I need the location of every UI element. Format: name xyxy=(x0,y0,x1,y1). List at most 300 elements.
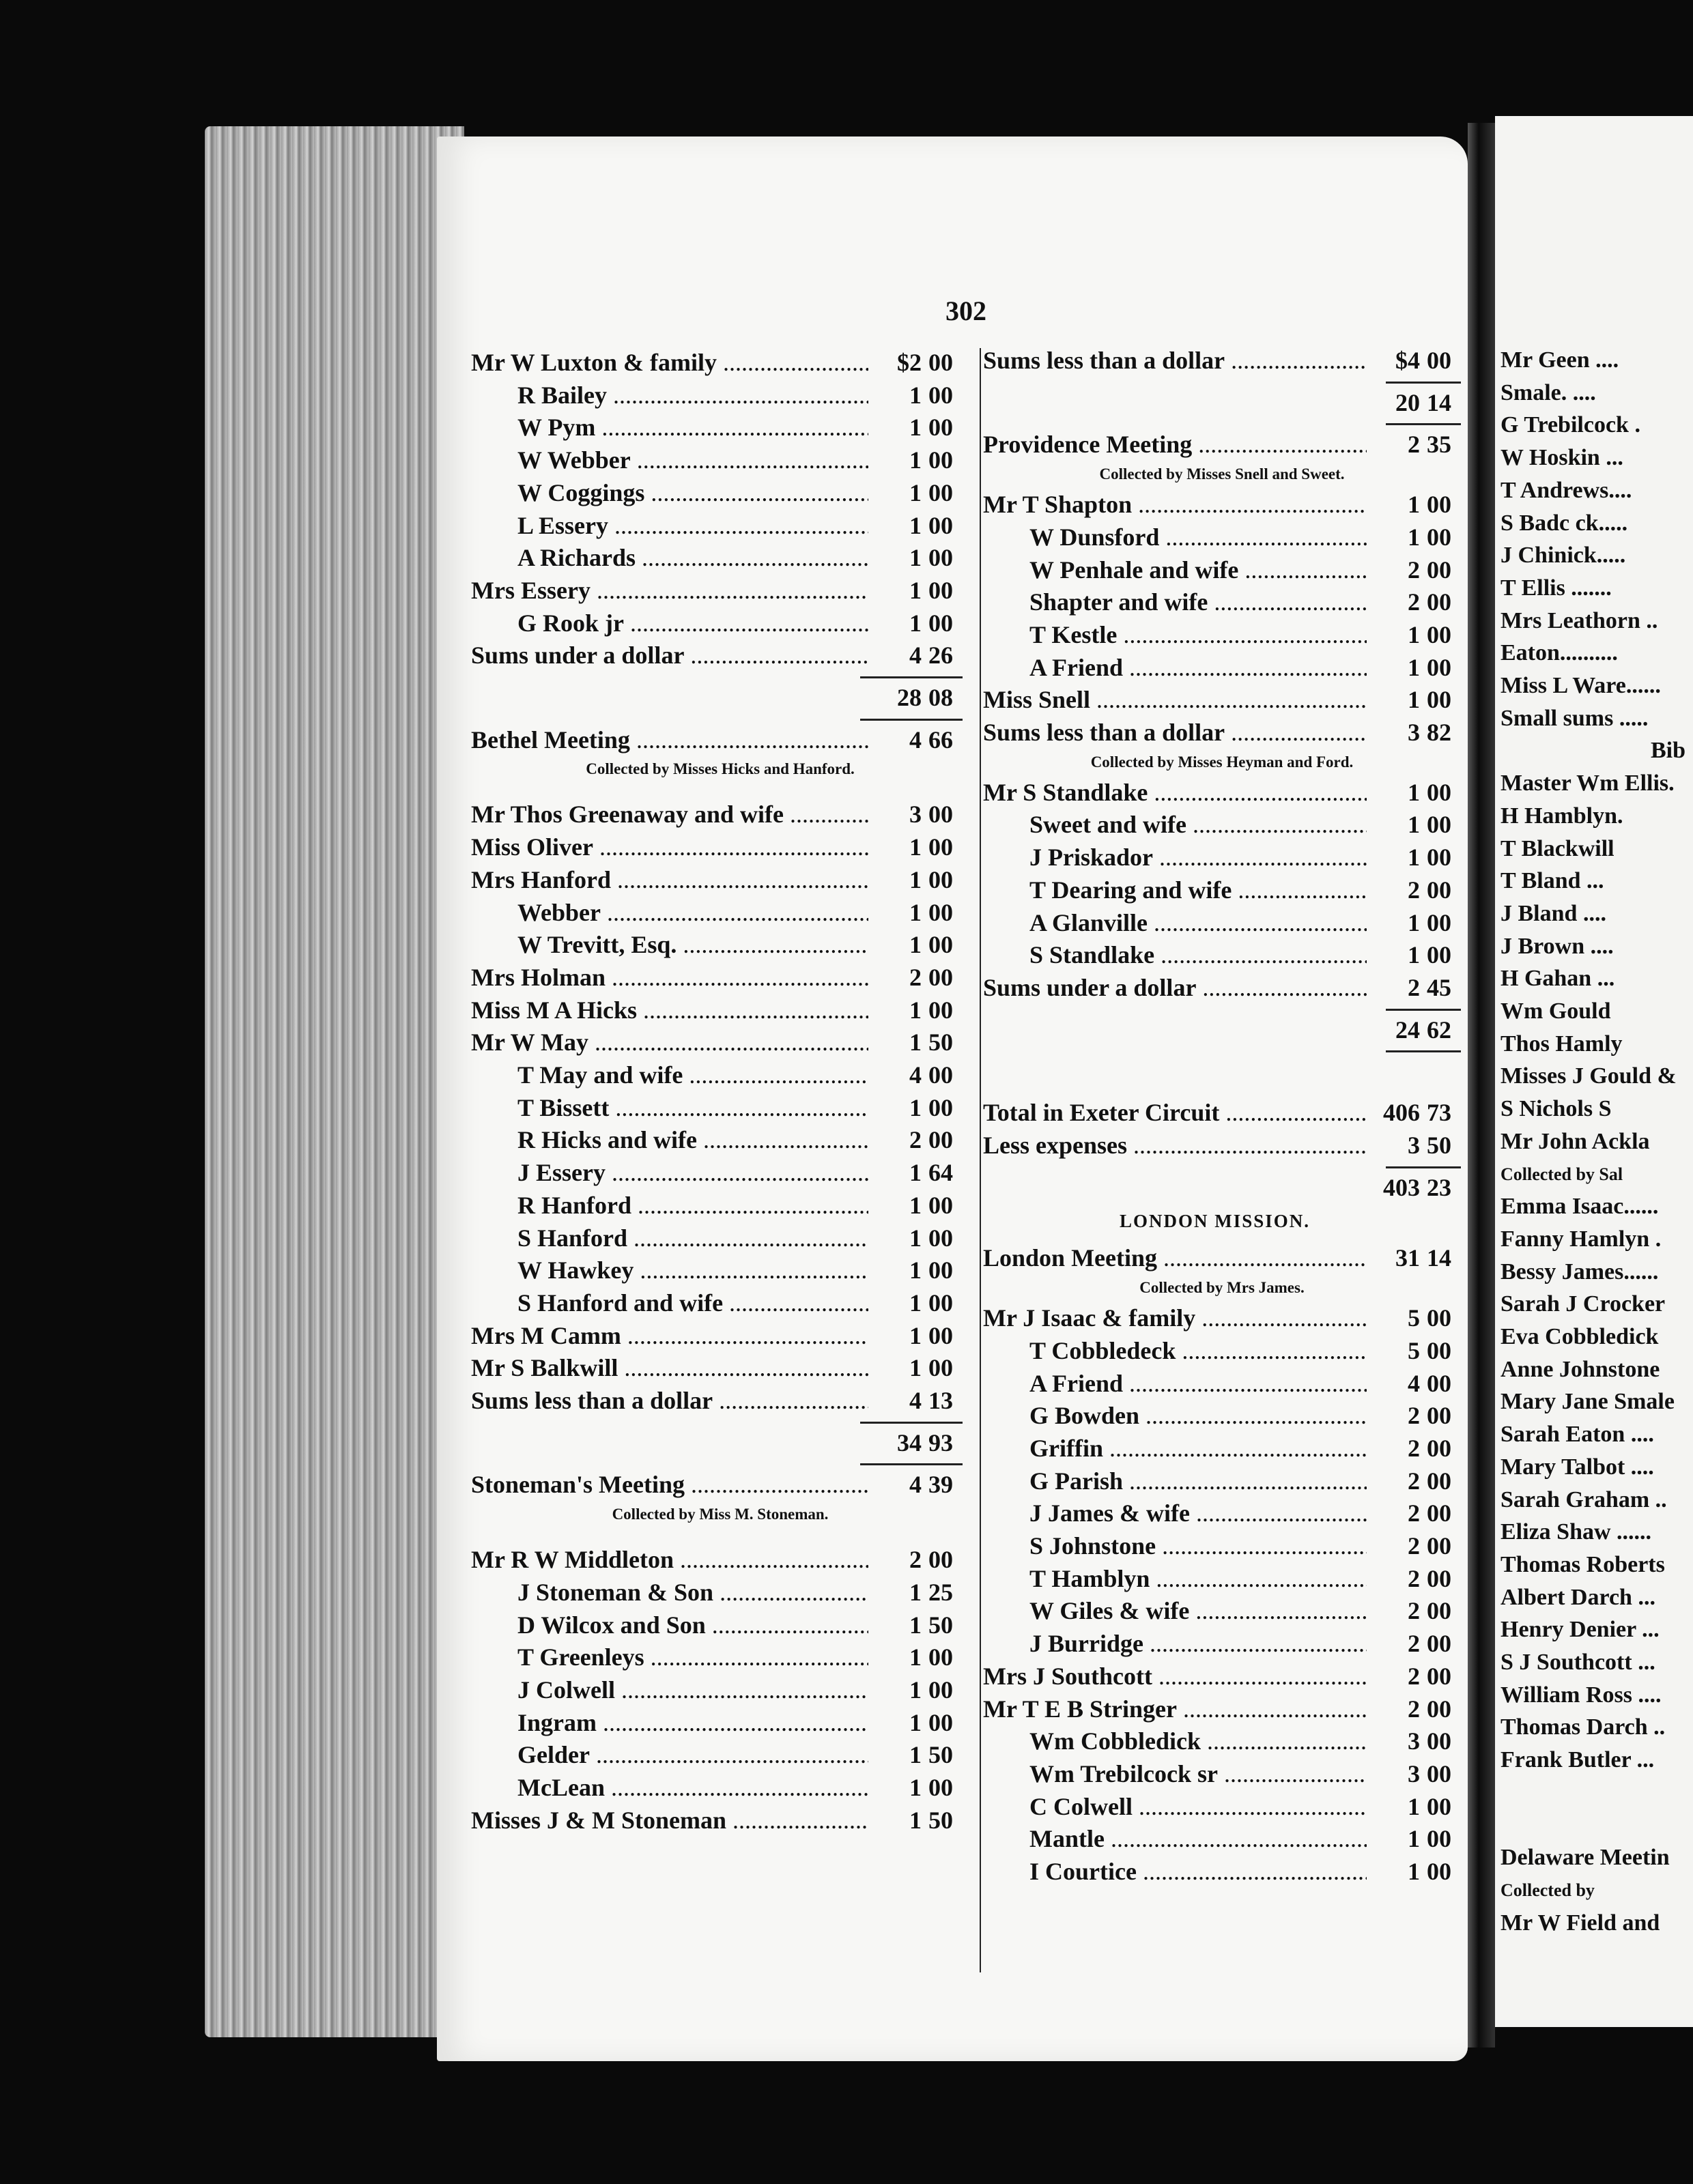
contributor-name: Mr W Luxton & family ..... xyxy=(471,347,868,378)
dollar-amount: 2 xyxy=(909,1546,922,1574)
cents-amount: 39 xyxy=(928,1471,953,1499)
dollar-amount: 1 xyxy=(909,414,922,442)
dollar-amount: 2 xyxy=(1408,1662,1420,1690)
contribution-row xyxy=(471,1254,969,1286)
contributor-name: Mr J Isaac & family ..... xyxy=(983,1302,1367,1334)
contribution-row xyxy=(983,1497,1461,1529)
facing-page-line: W Hoskin ... xyxy=(1500,445,1623,471)
facing-page-line: Mr Geen .... xyxy=(1500,347,1619,373)
contribution-row xyxy=(471,994,969,1026)
cents-amount: 00 xyxy=(928,801,953,829)
contribution-row xyxy=(983,1791,1461,1822)
facing-page-line: William Ross .... xyxy=(1500,1682,1662,1708)
dollar-amount: 1 xyxy=(909,609,922,637)
facing-page-line: J Bland .... xyxy=(1500,900,1606,926)
facing-page-line: T Blackwill xyxy=(1500,835,1614,861)
dollar-amount: 1 xyxy=(909,898,922,926)
dollar-amount: 1 xyxy=(1408,811,1420,839)
facing-page-line: Fanny Hamlyn . xyxy=(1500,1226,1662,1252)
dollar-amount: 1 xyxy=(1408,620,1420,648)
contributor-name: Bethel Meeting ..... xyxy=(471,724,868,756)
contribution-row xyxy=(471,1026,969,1058)
contribution-row xyxy=(983,1661,1461,1692)
cents-amount: 50 xyxy=(928,1029,953,1057)
contribution-row xyxy=(471,1059,969,1091)
contributor-name: C Colwell ..... xyxy=(1029,1791,1367,1822)
contributor-name: S Johnstone ..... xyxy=(1029,1530,1367,1562)
cents-amount: 00 xyxy=(1427,1759,1451,1787)
cents-amount: 00 xyxy=(928,1191,953,1219)
page-number: 302 xyxy=(945,296,986,326)
dollar-amount: 1 xyxy=(909,1289,922,1317)
cents-amount: 82 xyxy=(1427,719,1451,746)
facing-page-line: Miss L Ware...... xyxy=(1500,673,1661,698)
total-rule xyxy=(1386,423,1461,425)
contributor-name: S Standlake ..... xyxy=(1029,939,1367,971)
dollar-amount: 28 xyxy=(897,684,922,711)
book-page-edges xyxy=(205,126,464,2037)
dollar-amount: 1 xyxy=(909,1093,922,1121)
dollar-amount: 2 xyxy=(1408,1434,1420,1462)
cents-amount: 00 xyxy=(1427,491,1451,519)
contribution-row xyxy=(471,575,969,606)
contributor-name: A Friend ..... xyxy=(1029,652,1367,683)
contribution-row xyxy=(983,874,1461,906)
dollar-amount: 34 xyxy=(897,1428,922,1456)
facing-page-line: Eliza Shaw ...... xyxy=(1500,1519,1652,1545)
contribution-row xyxy=(471,1469,969,1500)
dollar-amount: 2 xyxy=(1408,431,1420,459)
contribution-row xyxy=(471,724,969,756)
collector-note: Collected by Misses Heyman and Ford. xyxy=(1090,753,1354,771)
facing-page-line: Bib xyxy=(1651,738,1686,764)
cents-amount: 00 xyxy=(1427,1467,1451,1495)
contributor-name: Mrs Hanford ..... xyxy=(471,864,868,895)
contributor-name: Total in Exeter Circuit ..... xyxy=(983,1097,1367,1128)
contributor-name: G Rook jr ..... xyxy=(517,607,868,639)
cents-amount: 13 xyxy=(928,1387,953,1414)
contribution-row xyxy=(983,429,1461,460)
contribution-row xyxy=(471,1772,969,1803)
cents-amount: 00 xyxy=(1427,941,1451,969)
dollar-amount: 2 xyxy=(1408,1499,1420,1527)
contribution-row xyxy=(983,842,1461,873)
dollar-amount: 1 xyxy=(909,931,922,959)
contribution-row xyxy=(983,1595,1461,1626)
contributor-name: Griffin ..... xyxy=(1029,1433,1367,1464)
contributor-name: J Colwell ..... xyxy=(517,1674,868,1706)
contribution-row xyxy=(983,586,1461,618)
contributor-name: Wm Cobbledick ..... xyxy=(1029,1725,1367,1757)
contribution-row xyxy=(983,1433,1461,1464)
dollar-amount: 1 xyxy=(1408,844,1420,872)
subtotal-row xyxy=(983,1014,1461,1046)
contribution-row xyxy=(983,489,1461,520)
contribution-row xyxy=(983,1563,1461,1594)
contributor-name: Misses J & M Stoneman ..... xyxy=(471,1805,868,1836)
cents-amount: 00 xyxy=(928,1354,953,1382)
dollar-amount: 1 xyxy=(1408,523,1420,551)
contributor-name: T Dearing and wife ..... xyxy=(1029,874,1367,906)
contributor-name: Mr T Shapton ..... xyxy=(983,489,1367,520)
contributor-name: Providence Meeting ..... xyxy=(983,429,1367,460)
contribution-row xyxy=(983,1530,1461,1562)
dollar-amount: 3 xyxy=(1408,1132,1420,1159)
contributor-name: Sums less than a dollar ..... xyxy=(983,345,1367,376)
cents-amount: 00 xyxy=(1427,811,1451,839)
contribution-row xyxy=(983,1368,1461,1399)
cents-amount: 00 xyxy=(1427,1695,1451,1723)
contributor-name: T Bissett ..... xyxy=(517,1092,868,1123)
contribution-row xyxy=(983,684,1461,715)
dollar-amount: 1 xyxy=(909,446,922,474)
dollar-amount: 2 xyxy=(909,963,922,991)
contribution-row xyxy=(471,1544,969,1575)
contribution-row xyxy=(983,972,1461,1003)
facing-page-line: Bessy James...... xyxy=(1500,1259,1659,1284)
cents-amount: 73 xyxy=(1427,1099,1451,1127)
cents-amount: 00 xyxy=(1427,876,1451,904)
dollar-amount: 1 xyxy=(1408,1825,1420,1853)
contributor-name: Miss Oliver ..... xyxy=(471,831,868,863)
cents-amount: 00 xyxy=(928,609,953,637)
contributor-name: J James & wife ..... xyxy=(1029,1497,1367,1529)
dollar-amount: 1 xyxy=(1408,778,1420,806)
contribution-row xyxy=(983,1097,1461,1128)
contribution-row xyxy=(471,831,969,863)
dollar-amount: 2 xyxy=(1408,1402,1420,1430)
cents-amount: 50 xyxy=(1427,1132,1451,1159)
contribution-row xyxy=(471,1641,969,1673)
contribution-row xyxy=(471,347,969,378)
dollar-amount: 4 xyxy=(909,1387,922,1414)
facing-page-line: T Andrews.... xyxy=(1500,477,1632,503)
total-rule xyxy=(860,676,963,678)
contribution-row xyxy=(471,1707,969,1738)
contributor-name: Mr T E B Stringer ..... xyxy=(983,1693,1367,1725)
cents-amount: 00 xyxy=(1427,1304,1451,1332)
dollar-amount: 1 xyxy=(909,1806,922,1834)
facing-page-line: Mr John Ackla xyxy=(1500,1128,1650,1154)
cents-amount: 00 xyxy=(928,931,953,959)
cents-amount: 00 xyxy=(928,1708,953,1736)
facing-page-line: Thos Hamly xyxy=(1500,1031,1623,1057)
contributor-name: W Coggings ..... xyxy=(517,477,868,508)
contribution-row xyxy=(983,521,1461,553)
contributor-name: A Glanville ..... xyxy=(1029,907,1367,938)
cents-amount: 00 xyxy=(1427,588,1451,616)
total-rule xyxy=(860,719,963,721)
facing-page-line: Henry Denier ... xyxy=(1500,1617,1660,1643)
contribution-row xyxy=(471,1222,969,1254)
subtotal-row xyxy=(471,1427,969,1459)
contribution-row xyxy=(471,477,969,508)
contributor-name: T Greenleys ..... xyxy=(517,1641,868,1673)
dollar-amount: 1 xyxy=(1408,653,1420,681)
cents-amount: 00 xyxy=(1427,1499,1451,1527)
dollar-amount: 2 xyxy=(1408,876,1420,904)
facing-page-line: Sarah Eaton .... xyxy=(1500,1422,1654,1448)
facing-page-line: Eva Cobbledick xyxy=(1500,1324,1659,1349)
contributor-name: Mantle ..... xyxy=(1029,1823,1367,1854)
contributor-name: Sums under a dollar ..... xyxy=(471,640,868,671)
contribution-row xyxy=(471,444,969,476)
cents-amount: 00 xyxy=(1427,778,1451,806)
facing-page-line: J Chinick..... xyxy=(1500,543,1626,569)
contribution-row xyxy=(471,1609,969,1641)
cents-amount: 00 xyxy=(928,865,953,893)
contribution-row xyxy=(983,1302,1461,1334)
cents-amount: 50 xyxy=(928,1741,953,1769)
cents-amount: 00 xyxy=(1427,1336,1451,1364)
cents-amount: 00 xyxy=(1427,844,1451,872)
dollar-amount: 1 xyxy=(909,576,922,604)
contribution-row xyxy=(983,777,1461,808)
contribution-row xyxy=(983,1242,1461,1274)
contributor-name: W Pym ..... xyxy=(517,412,868,443)
dollar-amount: 2 xyxy=(1408,1695,1420,1723)
dollar-amount: 2 xyxy=(1408,1467,1420,1495)
contribution-row xyxy=(983,1758,1461,1790)
dollar-amount: 1 xyxy=(909,478,922,506)
cents-amount: 14 xyxy=(1427,388,1451,416)
cents-amount: 00 xyxy=(928,1774,953,1801)
cents-amount: 00 xyxy=(1427,1727,1451,1755)
dollar-amount: 1 xyxy=(1408,1792,1420,1820)
contributor-name: Mrs Essery ..... xyxy=(471,575,868,606)
contribution-row xyxy=(471,1157,969,1188)
contribution-row xyxy=(471,1577,969,1608)
cents-amount: 00 xyxy=(928,1546,953,1574)
dollar-amount: 1 xyxy=(909,865,922,893)
dollar-amount: $4 xyxy=(1395,347,1420,374)
column-divider xyxy=(980,348,981,1972)
contributor-name: T Hamblyn ..... xyxy=(1029,1563,1367,1594)
contributor-name: W Hawkey ..... xyxy=(517,1254,868,1286)
contributor-name: A Richards ..... xyxy=(517,542,868,573)
dollar-amount: 1 xyxy=(909,1256,922,1284)
contribution-row xyxy=(983,1725,1461,1757)
dollar-amount: 1 xyxy=(1408,1858,1420,1885)
dollar-amount: 1 xyxy=(1408,908,1420,936)
subtotal-row xyxy=(983,1172,1461,1203)
contribution-row xyxy=(983,345,1461,376)
cents-amount: 00 xyxy=(928,1224,953,1252)
dollar-amount: 4 xyxy=(909,642,922,670)
cents-amount: 00 xyxy=(1427,653,1451,681)
facing-page-line: T Ellis ....... xyxy=(1500,575,1612,601)
contributor-name: A Friend ..... xyxy=(1029,1368,1367,1399)
dollar-amount: 1 xyxy=(1408,491,1420,519)
contribution-row xyxy=(983,554,1461,586)
collector-note: Collected by Miss M. Stoneman. xyxy=(612,1506,829,1523)
cents-amount: 00 xyxy=(928,478,953,506)
cents-amount: 00 xyxy=(1427,1825,1451,1853)
dollar-amount: 2 xyxy=(1408,1564,1420,1592)
total-rule xyxy=(860,1463,963,1465)
facing-page-line: S Nichols S xyxy=(1500,1096,1612,1122)
contributor-name: McLean ..... xyxy=(517,1772,868,1803)
contribution-row xyxy=(983,1400,1461,1431)
total-rule xyxy=(1386,1166,1461,1168)
dollar-amount: 4 xyxy=(1408,1369,1420,1397)
cents-amount: 93 xyxy=(928,1428,953,1456)
dollar-amount: 1 xyxy=(909,381,922,409)
cents-amount: 50 xyxy=(928,1611,953,1639)
cents-amount: 00 xyxy=(928,1289,953,1317)
contribution-row xyxy=(471,1352,969,1383)
cents-amount: 00 xyxy=(928,446,953,474)
cents-amount: 45 xyxy=(1427,973,1451,1001)
contributor-name: T Kestle ..... xyxy=(1029,619,1367,650)
contribution-row xyxy=(471,640,969,671)
contribution-row xyxy=(983,717,1461,748)
cents-amount: 62 xyxy=(1427,1016,1451,1044)
dollar-amount: 2 xyxy=(1408,588,1420,616)
facing-page-line: Emma Isaac...... xyxy=(1500,1194,1659,1220)
cents-amount: 00 xyxy=(1427,1532,1451,1560)
dollar-amount: 1 xyxy=(909,1643,922,1671)
contributor-name: Less expenses ..... xyxy=(983,1130,1367,1161)
collector-note: Collected by Mrs James. xyxy=(1139,1279,1305,1297)
facing-page-line: Misses J Gould & xyxy=(1500,1063,1677,1089)
facing-page-line: Albert Darch ... xyxy=(1500,1584,1655,1610)
cents-amount: 00 xyxy=(928,1321,953,1349)
contributor-name: L Essery ..... xyxy=(517,510,868,541)
cents-amount: 08 xyxy=(928,684,953,711)
cents-amount: 00 xyxy=(1427,1792,1451,1820)
subtotal-row xyxy=(983,387,1461,418)
cents-amount: 00 xyxy=(1427,1434,1451,1462)
dollar-amount: 1 xyxy=(909,1321,922,1349)
contribution-row xyxy=(983,1465,1461,1497)
contribution-row xyxy=(471,897,969,928)
contribution-row xyxy=(983,652,1461,683)
contributor-name: Gelder ..... xyxy=(517,1739,868,1770)
cents-amount: 00 xyxy=(928,898,953,926)
total-rule xyxy=(1386,1050,1461,1052)
dollar-amount: 5 xyxy=(1408,1304,1420,1332)
cents-amount: 23 xyxy=(1427,1173,1451,1201)
contribution-row xyxy=(983,1856,1461,1887)
cents-amount: 00 xyxy=(928,349,953,376)
dollar-amount: 2 xyxy=(909,1126,922,1154)
facing-page-line: Thomas Roberts xyxy=(1500,1551,1665,1577)
contributor-name: W Giles & wife ..... xyxy=(1029,1595,1367,1626)
facing-page-line: S J Southcott ... xyxy=(1500,1650,1655,1675)
contributor-name: Mr R W Middleton ..... xyxy=(471,1544,868,1575)
dollar-amount: 1 xyxy=(909,1708,922,1736)
contributor-name: W Dunsford ..... xyxy=(1029,521,1367,553)
collector-note: Collected by Misses Snell and Sweet. xyxy=(1099,465,1345,483)
contribution-row xyxy=(471,412,969,443)
facing-page-line: H Hamblyn. xyxy=(1500,803,1623,829)
dollar-amount: $2 xyxy=(897,349,922,376)
dollar-amount: 1 xyxy=(909,1676,922,1704)
contributor-name: S Hanford ..... xyxy=(517,1222,868,1254)
contributor-name: Mr S Standlake ..... xyxy=(983,777,1367,808)
cents-amount: 00 xyxy=(928,511,953,539)
dollar-amount: 403 xyxy=(1383,1173,1420,1201)
contributor-name: R Bailey ..... xyxy=(517,379,868,411)
contributor-name: Mrs M Camm ..... xyxy=(471,1320,868,1351)
dollar-amount: 31 xyxy=(1395,1244,1420,1272)
contribution-row xyxy=(471,510,969,541)
cents-amount: 00 xyxy=(1427,1858,1451,1885)
collector-note: Collected by Misses Hicks and Hanford. xyxy=(586,760,855,778)
contributor-name: Shapter and wife ..... xyxy=(1029,586,1367,618)
contribution-row xyxy=(471,864,969,895)
dollar-amount: 3 xyxy=(909,801,922,829)
dollar-amount: 1 xyxy=(909,1354,922,1382)
dollar-amount: 1 xyxy=(909,511,922,539)
dollar-amount: 5 xyxy=(1408,1336,1420,1364)
subtotal-row xyxy=(471,682,969,713)
contributor-name: J Stoneman & Son ..... xyxy=(517,1577,868,1608)
dollar-amount: 1 xyxy=(909,544,922,572)
cents-amount: 26 xyxy=(928,642,953,670)
contributor-name: Miss Snell ..... xyxy=(983,684,1367,715)
dollar-amount: 1 xyxy=(909,1611,922,1639)
dollar-amount: 1 xyxy=(909,1741,922,1769)
contribution-row xyxy=(983,1628,1461,1659)
dollar-amount: 2 xyxy=(1408,1630,1420,1658)
contribution-row xyxy=(471,1287,969,1319)
cents-amount: 00 xyxy=(928,414,953,442)
cents-amount: 00 xyxy=(1427,523,1451,551)
cents-amount: 00 xyxy=(1427,908,1451,936)
dollar-amount: 1 xyxy=(909,1159,922,1187)
dollar-amount: 4 xyxy=(909,1061,922,1089)
dollar-amount: 20 xyxy=(1395,388,1420,416)
dollar-amount: 3 xyxy=(1408,1727,1420,1755)
dollar-amount: 2 xyxy=(1408,973,1420,1001)
facing-page-line: Small sums ..... xyxy=(1500,705,1649,731)
contribution-row xyxy=(471,1739,969,1770)
dollar-amount: 2 xyxy=(1408,1597,1420,1625)
facing-page-line: Mary Jane Smale xyxy=(1500,1389,1675,1415)
book-gutter xyxy=(1468,123,1495,2048)
cents-amount: 00 xyxy=(928,1093,953,1121)
contributor-name: J Burridge ..... xyxy=(1029,1628,1367,1659)
contributor-name: W Penhale and wife ..... xyxy=(1029,554,1367,586)
facing-page-line: Wm Gould xyxy=(1500,998,1611,1024)
facing-page-line: T Bland ... xyxy=(1500,868,1604,894)
cents-amount: 00 xyxy=(928,576,953,604)
facing-page-line: Smale. .... xyxy=(1500,379,1596,405)
facing-page-line: Mr W Field and xyxy=(1500,1910,1660,1936)
contributor-name: R Hanford ..... xyxy=(517,1190,868,1221)
facing-page-line: G Trebilcock . xyxy=(1500,412,1640,438)
cents-amount: 50 xyxy=(928,1806,953,1834)
cents-amount: 00 xyxy=(928,1256,953,1284)
contributor-name: Mrs Holman ..... xyxy=(471,962,868,993)
dollar-amount: 2 xyxy=(1408,1532,1420,1560)
contribution-row xyxy=(983,907,1461,938)
cents-amount: 00 xyxy=(1427,1630,1451,1658)
dollar-amount: 24 xyxy=(1395,1016,1420,1044)
contributor-name: R Hicks and wife ..... xyxy=(517,1124,868,1155)
contribution-row xyxy=(471,1805,969,1836)
cents-amount: 00 xyxy=(928,963,953,991)
contribution-row xyxy=(471,1674,969,1706)
facing-page-line: Thomas Darch .. xyxy=(1500,1714,1666,1740)
contributor-name: Sweet and wife ..... xyxy=(1029,809,1367,840)
dollar-amount: 1 xyxy=(909,1774,922,1801)
cents-amount: 00 xyxy=(1427,620,1451,648)
contribution-row xyxy=(983,1823,1461,1854)
contributor-name: I Courtice ..... xyxy=(1029,1856,1367,1887)
